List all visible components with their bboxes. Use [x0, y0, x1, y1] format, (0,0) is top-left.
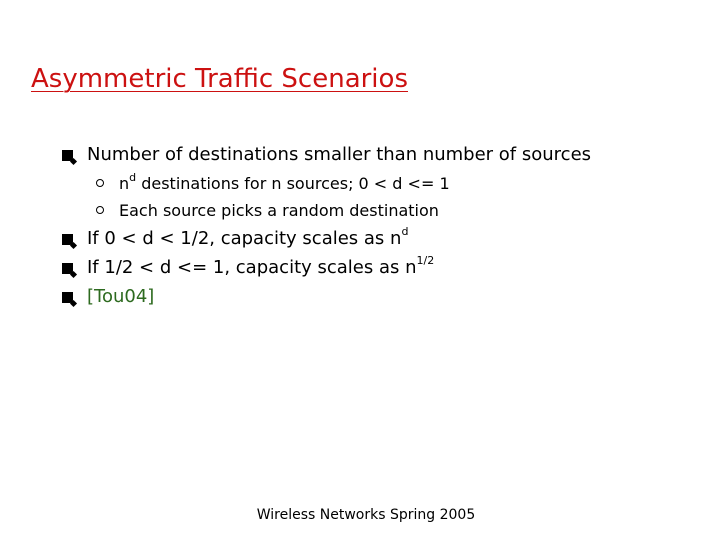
square-bullet-icon: [62, 263, 73, 274]
bullet-reference: [62, 286, 154, 307]
bullet-text-main: If 1/2 < d <= 1, capacity scales as n: [87, 257, 417, 278]
bullet-text-main: If 0 < d < 1/2, capacity scales as n: [87, 228, 402, 249]
circle-bullet-icon: [96, 179, 104, 187]
bullet-text: Number of destinations smaller than number of sources: [87, 144, 592, 165]
bullet-text: [87, 254, 435, 278]
square-bullet-icon: [62, 292, 73, 303]
exponent-d: d: [129, 170, 137, 184]
bullet-text: [87, 225, 409, 249]
variable-n: n: [119, 174, 130, 193]
sub-bullet-random-destination: [96, 201, 439, 220]
bullet-capacity-high-d: [62, 254, 435, 278]
square-bullet-icon: [62, 234, 73, 245]
slide-footer: Wireless Networks Spring 2005: [256, 507, 476, 523]
sub-bullet-text: [119, 170, 450, 193]
slide-title: Asymmetric Traffic Scenarios: [31, 64, 408, 94]
bullet-destinations: [62, 144, 591, 165]
circle-bullet-icon: [96, 206, 104, 214]
reference-link[interactable]: [Tou04]: [87, 286, 155, 307]
sub-bullet-rest: destinations for n sources; 0 < d <= 1: [136, 174, 450, 193]
bullet-capacity-low-d: [62, 225, 409, 249]
exponent-half: 1/2: [416, 254, 435, 267]
sub-bullet-nd-destinations: [96, 170, 450, 193]
exponent-d: d: [401, 225, 409, 238]
square-bullet-icon: [62, 150, 73, 161]
sub-bullet-text: Each source picks a random destination: [119, 201, 439, 220]
